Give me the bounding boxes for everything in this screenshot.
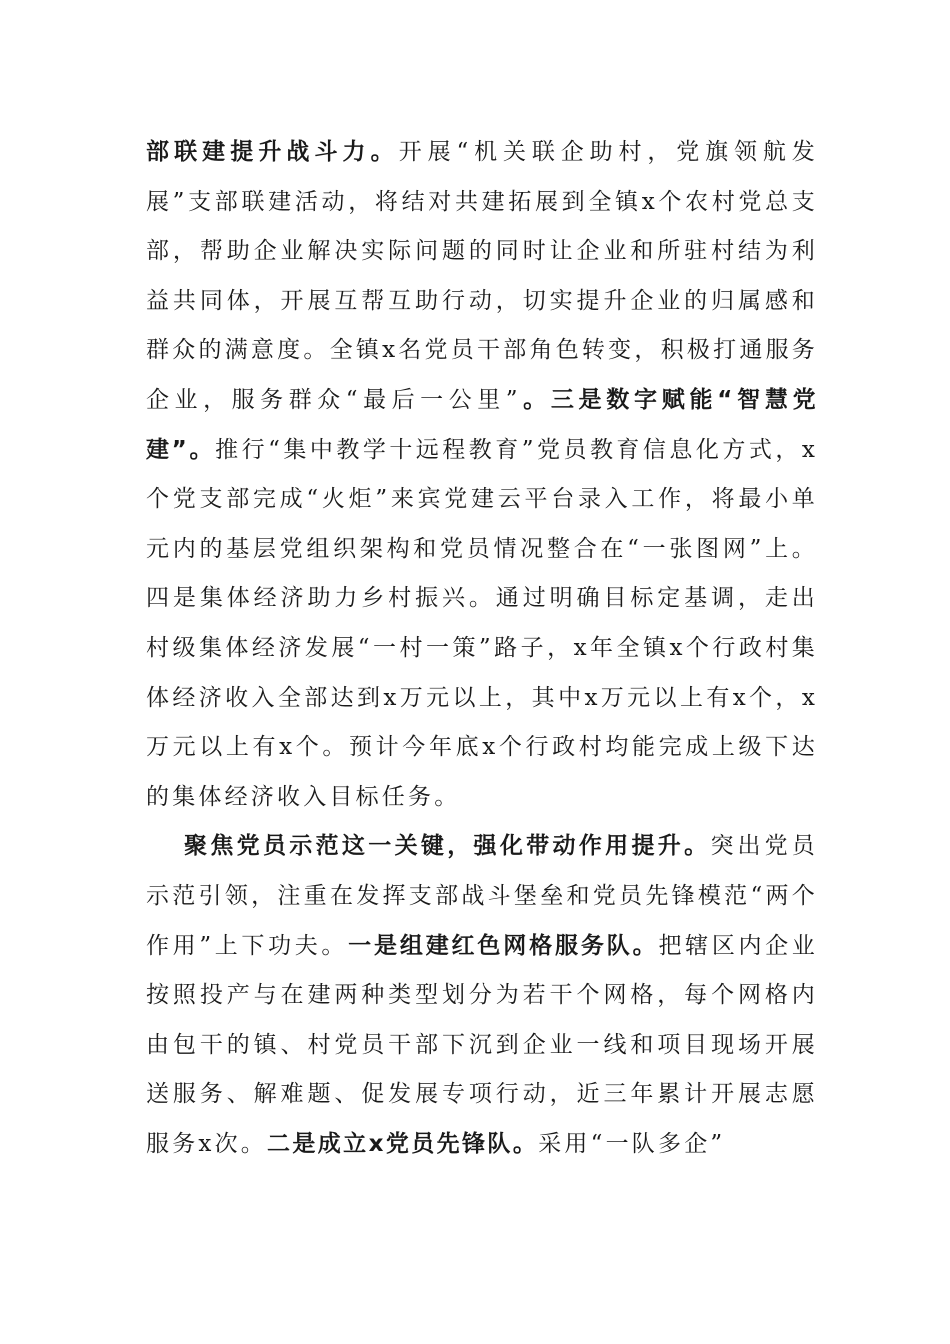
bold-run: 一是组建红色网格服务队。 (348, 932, 659, 959)
text-run: 推行“集中教学十远程教育”党员教育信息化方式，x个党支部完成“火炬”来宾党建云平台录入工作，将最小单元内的基层党组织架构和党员情况整合在“一张图网”上。四是集体经济助力乡村振兴。通过明确目标定基调，走出村级集体经济发展“一村一策”路子，x年全镇x个行政村集体经济收入全部达到x万元以上，其中x万元以上有x个，x万元以上有x个。预计今年底x个行政村均能完成上级下达的集体经济收入目标任务。 (146, 436, 818, 810)
text-run: 开展“机关联企助村，党旗领航发展”支部联建活动，将结对共建拓展到全镇x个农村党总支部，帮助企业解决实际问题的同时让企业和所驻村结为利益共同体，开展互帮互助行动，切实提升企业的归属感和群众的满意度。全镇x名党员干部角色转变，积极打通服务企业，服务群众“最后一公里” (146, 139, 818, 413)
text-run: 突出党员示范引领，注重在发挥支部战斗堡垒和党员先锋模范“两个作用”上下功夫。 (146, 833, 819, 959)
text-run: 采用“一队多企” (538, 1130, 726, 1157)
bold-run: 部联建提升战斗力。 (146, 139, 399, 165)
bold-run: 。三是数字赋能“智慧党建”。 (146, 386, 818, 463)
paragraph-2 (146, 822, 818, 1169)
bold-run: 二是成立x党员先锋队。 (266, 1130, 539, 1157)
text-run: 把辖区内企业按照投产与在建两种类型划分为若干个网格，每个网格内由包干的镇、村党员干部下沉到企业一线和项目现场开展送服务、解难题、促发展专项行动，近三年累计开展志愿服务x次。 (146, 932, 819, 1157)
paragraph-1 (146, 128, 818, 822)
bold-run: 聚焦党员示范这一关键，强化带动作用提升。 (184, 833, 711, 860)
document-page (146, 128, 818, 1169)
